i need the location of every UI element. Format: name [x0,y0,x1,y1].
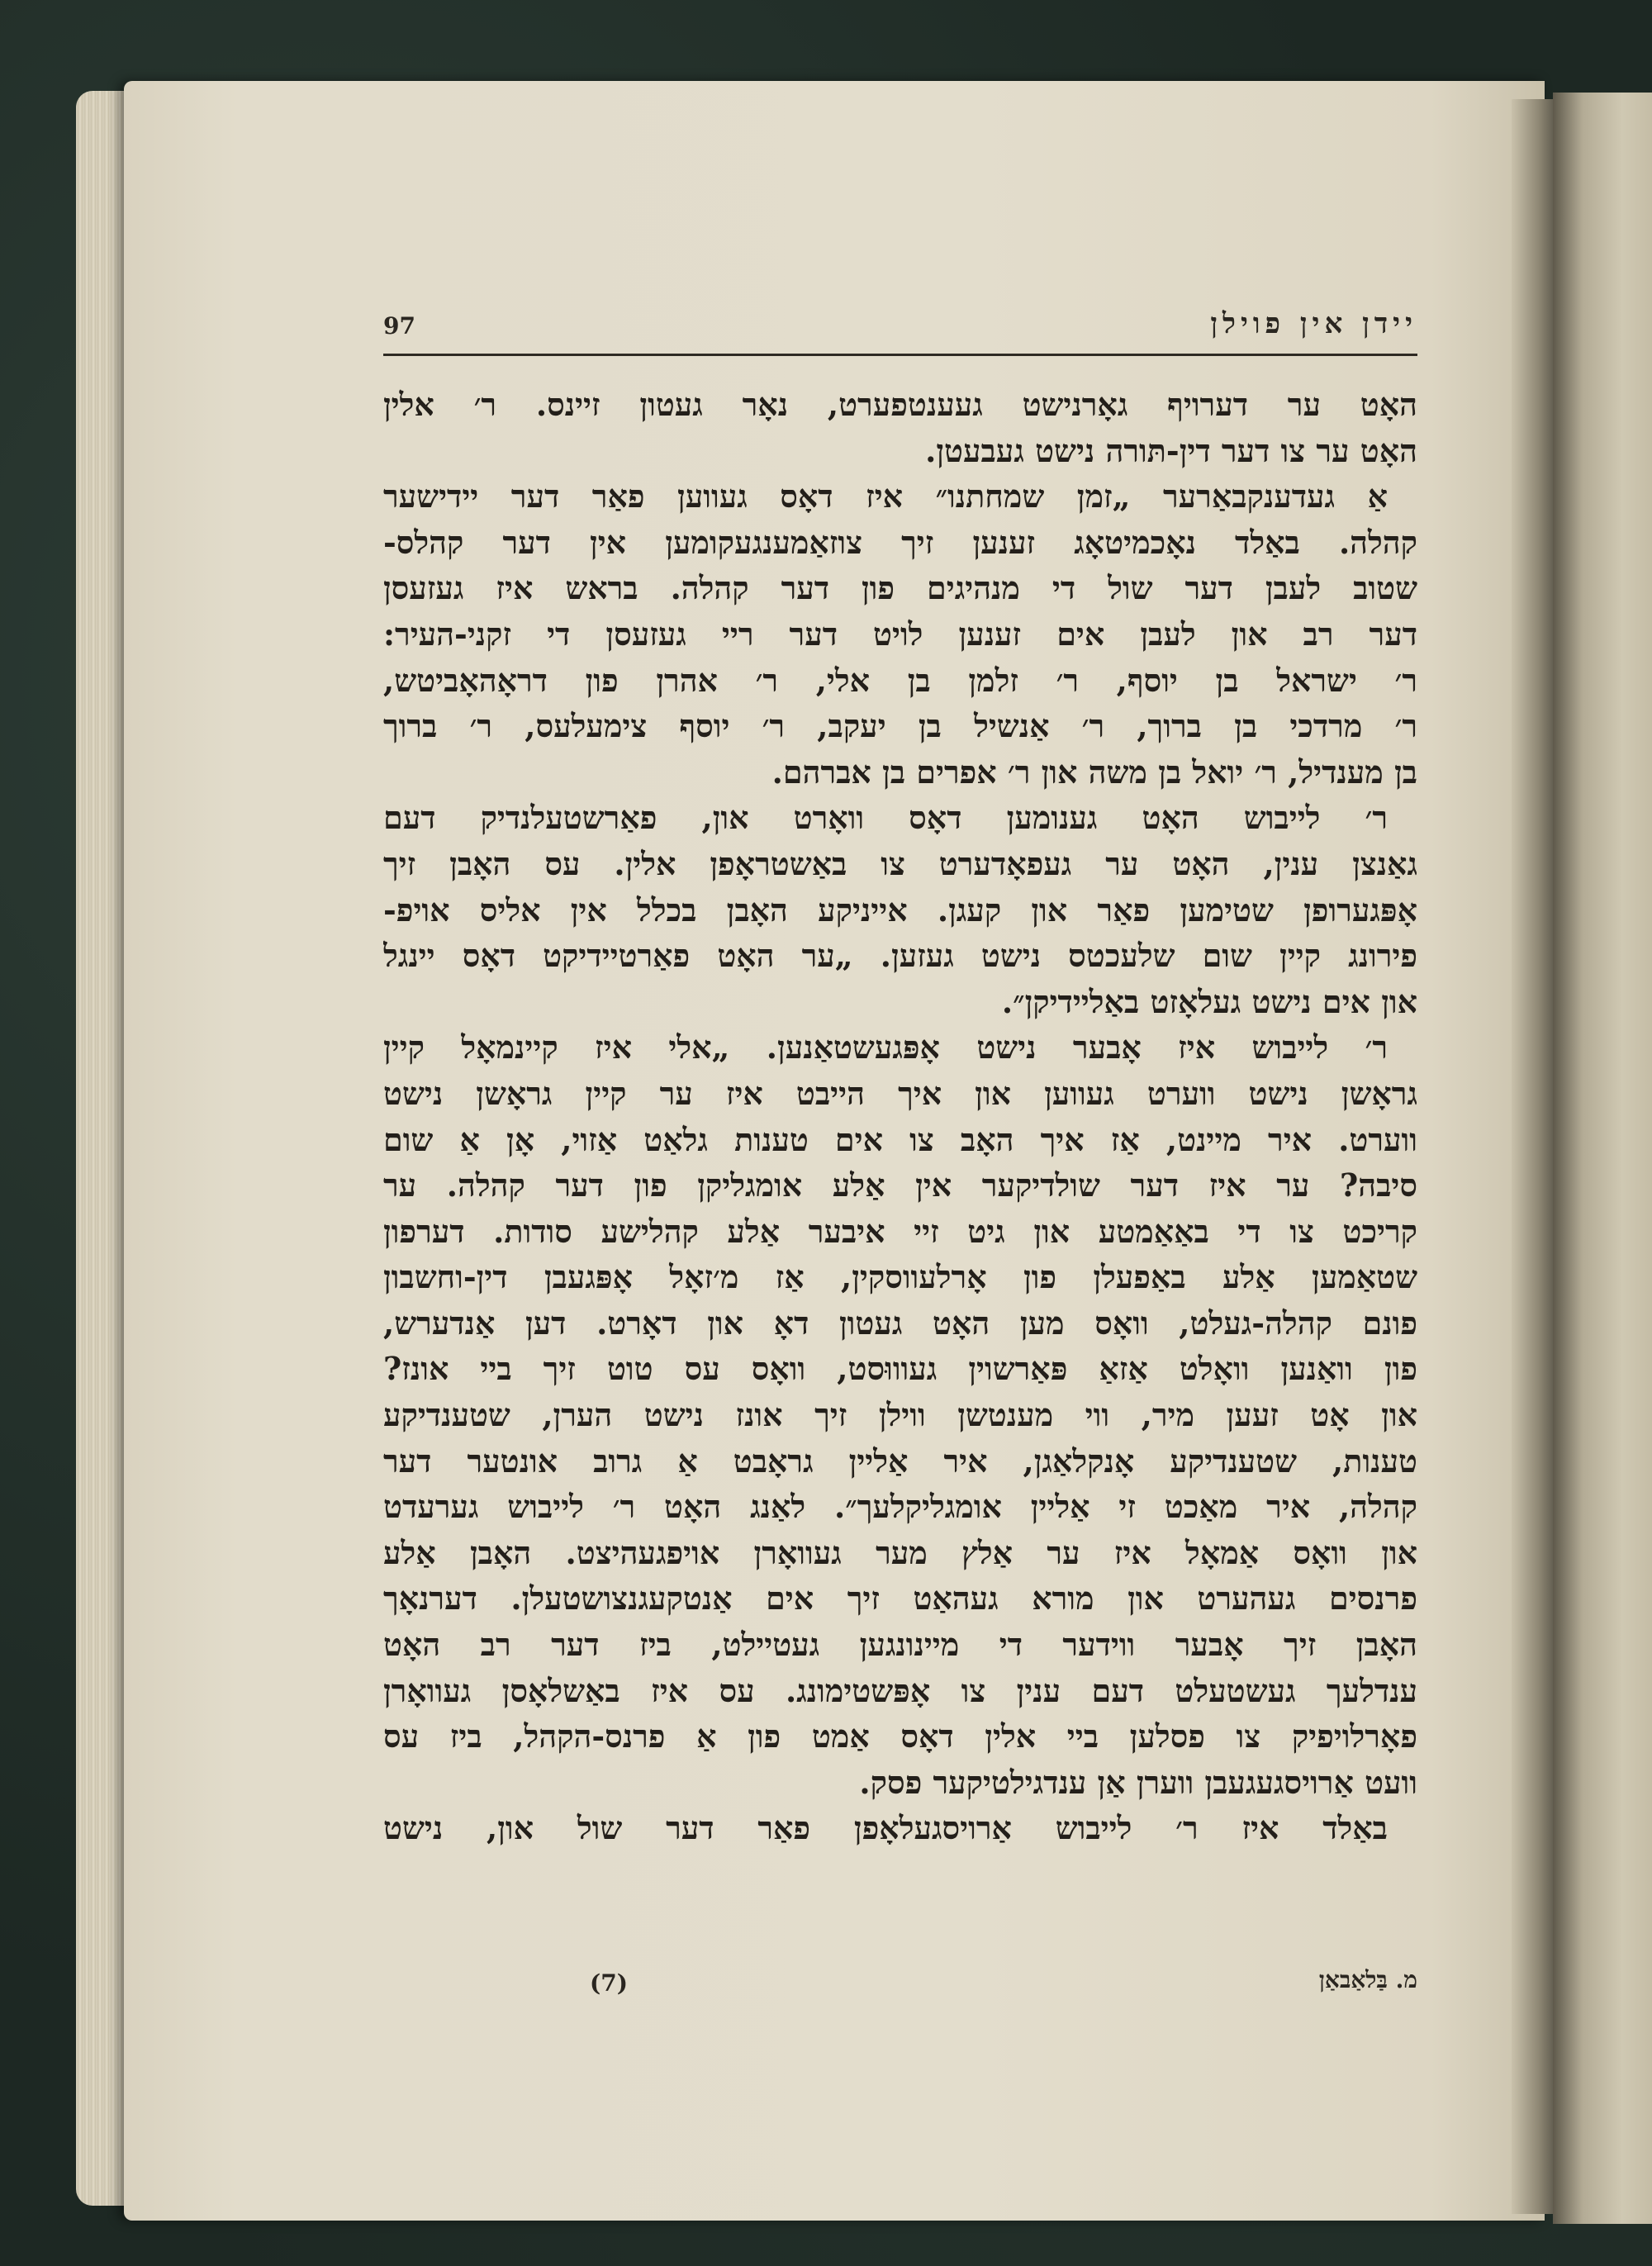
text-line: ענדלעך געשטעלט דעם ענין צו אָפּשטימונג. עס איז באַשלאָסן געוואָרן [383,1671,1417,1709]
text-line: שטוב לעבן דער שול די מנהיגים פון דער קהלה. בראש איז געזעסן [383,569,1417,607]
text-line: גראָשן נישט ווערט געווען און איך הייבט איז ער קיין גראָשן נישט [383,1074,1417,1112]
text-line: קהלה, איר מאַכט זי אַליין אומגליקלעך״. לאַנג האָט ר׳ לייבוש גערעדט [383,1488,1417,1526]
text-line: ר׳ ישראל בן יוסף, ר׳ זלמן בן אלי, ר׳ אהרן פון דראָהאָביטש, [383,661,1417,699]
text-line: טענות, שטענדיקע אָנקלאַגן, איר אַליין גראָבט אַ גרוב אונטער דער [383,1442,1417,1480]
header-rule [383,354,1417,356]
text-line: בן מענדיל, ר׳ יואל בן משה און ר׳ אפרים בן אברהם. [771,753,1417,791]
text-line: ווערט. איר מיינט, אַז איך האָב צו אים טענות גלאַט אַזוי, אָן אַ שום [383,1120,1417,1158]
text-line: פרנסים געהערט און מורא געהאַט זיך אים אַנטקעגנצושטעלן. דערנאָך [383,1580,1417,1618]
text-line: שטאַמען אַלע באַפעלן פון אָרלעווסקין, אַז מ׳זאָל אָפּגעבן דין-וחשבון [383,1258,1417,1296]
running-head: יידן אין פוילן [1210,307,1417,340]
sheet-number: (7) [590,1969,628,1997]
text-line: ר׳ לייבוש איז אָבער נישט אָפּגעשטאַנען. „אלי איז קיינמאָל קיין [383,1028,1388,1066]
text-line: פאָרלויפיק צו פסלען ביי אלין דאָס אַמט פון אַ פרנס-הקהל, ביז עס [383,1717,1417,1755]
text-line: פונם קהלה-געלט, וואָס מען האָט געטון דאָ און דאָרט. דען אַנדערש, [383,1304,1417,1342]
text-line: קריכט צו די באַאַמטע און גיט זיי איבער אַלע קהלישע סודות. דערפון [383,1212,1417,1250]
page-header [383,307,1417,357]
text-line: און וואָס אַמאָל איז ער אַלץ מער געוואָרן אויפגעהיצט. האָבן אַלע [383,1533,1417,1571]
signature-mark: מ. בַּלאַבאַן [1318,1966,1417,1993]
text-line: דער רב און לעבן אים זענען לויט דער ריי געזעסן די זקני-העיר: [383,615,1417,653]
text-line: האָבן זיך אָבער ווידער די מיינונגען געטיילט, ביז דער רב האָט [383,1626,1417,1664]
text-line: וועט אַרויסגעגעבן ווערן אַן ענדגילטיקער פסק. [859,1763,1417,1801]
page-number: 97 [383,312,415,340]
body-text [383,382,1417,1851]
text-line: האָט ער דערויף גאָרנישט געענטפערט, נאָר געטון זיינס. ר׳ אלין [383,386,1417,423]
page-footer [383,1966,1417,2007]
text-line: ר׳ מרדכי בן ברוך, ר׳ אַנשיל בן יעקב, ר׳ יוסף צימעלעס, ר׳ ברוך [383,707,1417,745]
text-line: און אים נישט געלאָזט באַליידיקן״. [1001,982,1417,1020]
text-line: אָפּגערופן שטימען פאַר און קעגן. אייניקע האָבן בכלל אין אליס אויפ- [383,891,1417,929]
text-line: האָט ער צו דער דין-תּורה נישט געבעטן. [925,431,1417,469]
text-line: פון וואַנען וואָלט אַזאַ פּאַרשוין געוווּסט, וואָס עס טוט זיך ביי אונז? [383,1350,1417,1388]
text-line: קהלה. באַלד נאָכמיטאָג זענען זיך צוזאַמענגעקומען אין דער קהלס- [383,523,1417,561]
text-line: פירונג קיין שום שלעכטס נישט געזען. „ער האָט פאַרטיידיקט דאָס יינגל [383,937,1417,975]
text-line: און אָט זעען מיר, ווי מענטשן ווילן זיך אונז נישט הערן, שטענדיקע [383,1396,1417,1434]
text-line: ר׳ לייבוש האָט גענומען דאָס וואָרט און, פאַרשטעלנדיק דעם [383,799,1388,837]
text-line: באַלד איז ר׳ לייבוש אַרויסגעלאָפן פאַר דער שול און, נישט [383,1809,1388,1847]
text-line: סיבה? ער איז דער שולדיקער אין אַלע אומגליקן פון דער קהלה. ער [383,1166,1417,1204]
facing-page-edge [1553,93,1652,2224]
text-line: אַ געדענקבאַרער „זמן שמחתנו״ איז דאָס געווען פאַר דער יידישער [383,477,1388,515]
text-line: גאַנצן ענין, האָט ער געפאָדערט צו באַשטראָפן אלין. עס האָבן זיך [383,844,1417,882]
